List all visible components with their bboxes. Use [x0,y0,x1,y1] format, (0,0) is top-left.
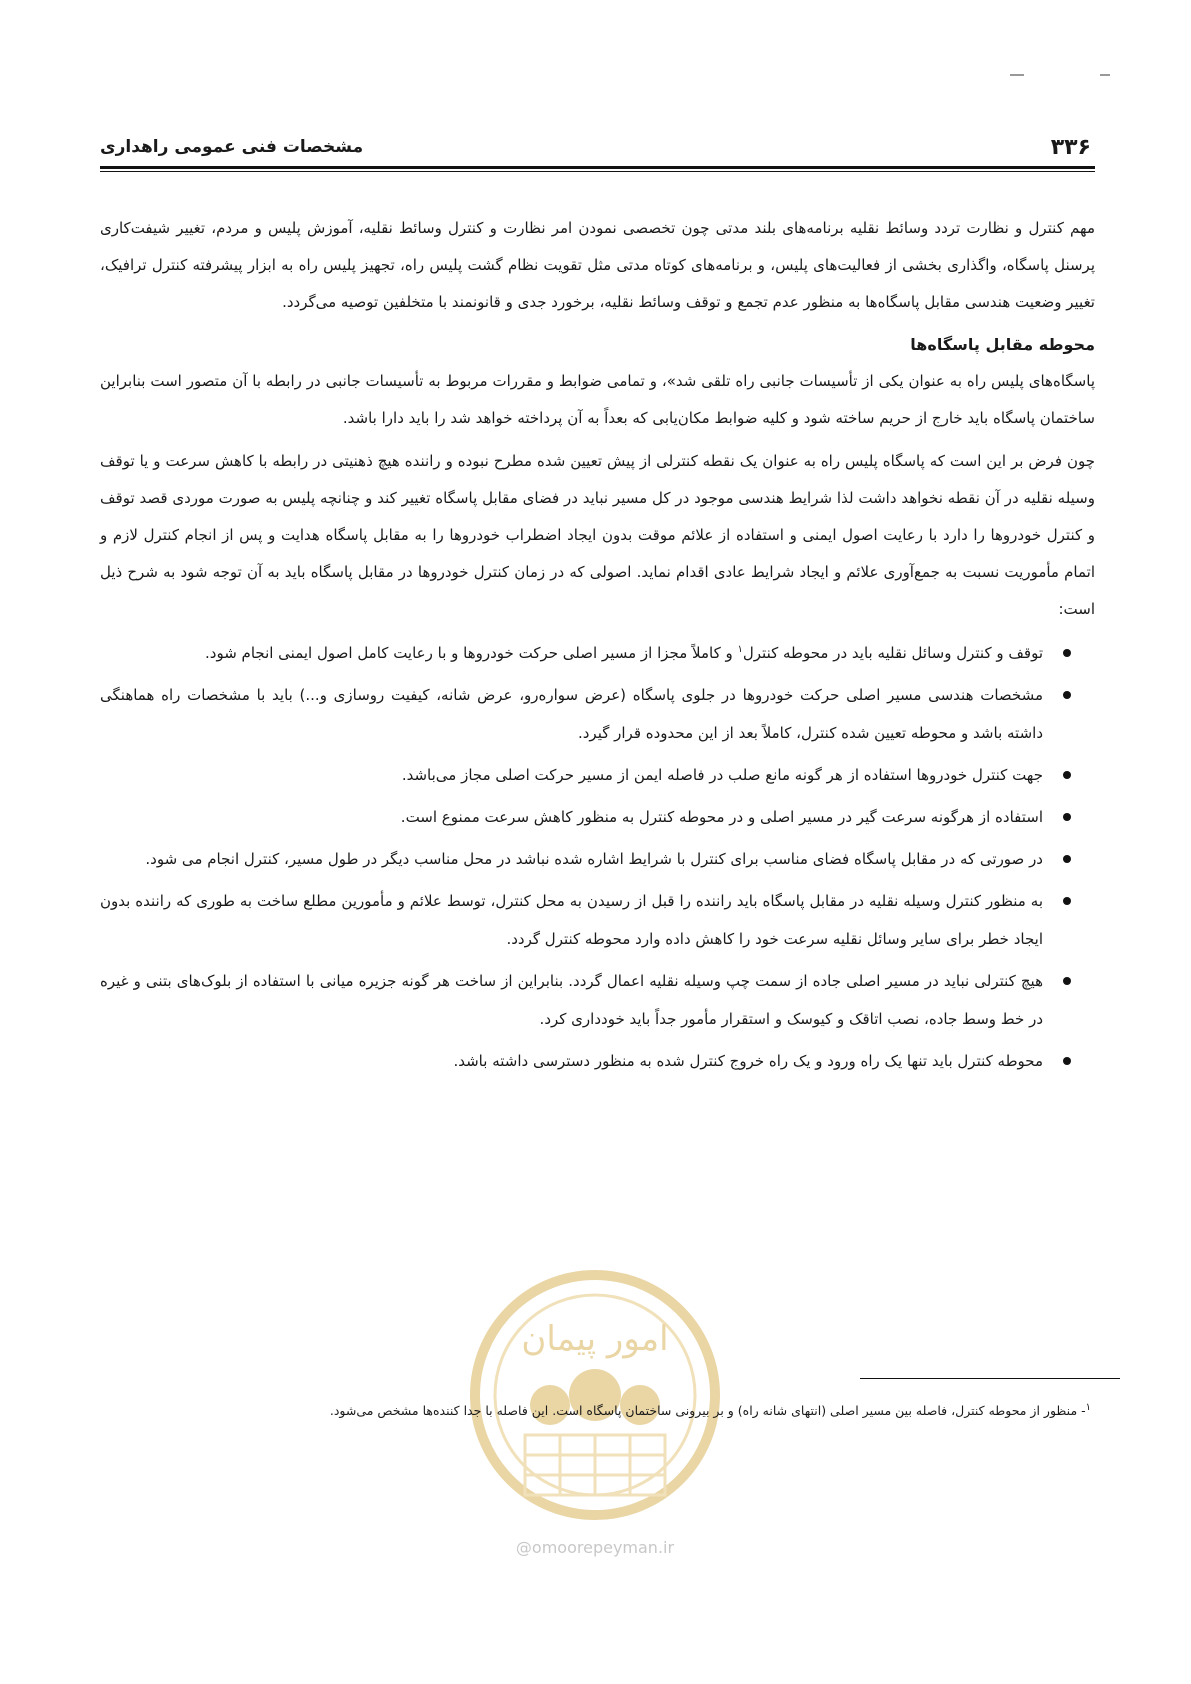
bullet-icon [1063,691,1071,699]
scan-artifact [1010,74,1024,76]
bullet-icon [1063,977,1071,985]
list-item: استفاده از هرگونه سرعت گیر در مسیر اصلی و در محوطه کنترل به منظور کاهش سرعت ممنوع است. [100,798,1095,836]
list-item: در صورتی که در مقابل پاسگاه فضای مناسب برای کنترل با شرایط اشاره شده نباشد در محل مناسب دیگر در طول مسیر، کنترل انجام می شود. [100,840,1095,878]
bullet-icon [1063,855,1071,863]
list-item: مشخصات هندسی مسیر اصلی حرکت خودروها در جلوی پاسگاه (عرض سواره‌رو، عرض شانه، کیفیت روسازی و...) باید با مشخصات راه هماهنگی داشته باشد و محوطه تعیین شده کنترل، کاملاً بعد از این محدوده قرار گیرد. [100,676,1095,752]
bullet-icon [1063,771,1071,779]
page-number: ۳۳۶ [1050,134,1091,160]
scan-artifact [1100,74,1110,76]
intro-paragraph: مهم کنترل و نظارت تردد وسائط نقلیه برنامه‌های بلند مدتی چون تخصصی نمودن امر نظارت و کنترل وسائط نقلیه، آموزش پلیس و مردم، تغییر شیفت‌کاری پرسنل پاسگاه، واگذاری بخشی از فعالیت‌های پلیس، و برنامه‌های کوتاه مدتی مثل تقویت نظام گشت پلیس راه، تجهیز پلیس راه به ابزار پیشرفته کنترل ترافیک، تغییر وضعیت هندسی مقابل پاسگاه‌ها به منظور عدم تجمع و توقف وسائط نقلیه، برخورد جدی و قانونمند با متخلفین توصیه می‌گردد. [100,219,1095,311]
bullet-icon [1063,1057,1071,1065]
list-item: محوطه کنترل باید تنها یک راه ورود و یک راه خروج کنترل شده به منظور دسترسی داشته باشد. [100,1042,1095,1080]
watermark-url: @omoorepeyman.ir [515,1538,675,1557]
bullet-icon [1063,649,1071,657]
document-body [100,210,1095,1084]
footnote-number: ۱ [1085,1401,1091,1413]
bullet-icon [1063,813,1071,821]
section-paragraph-1: پاسگاه‌های پلیس راه به عنوان یکی از تأسیسات جانبی راه تلقی شد»، و تمامی ضوابط و مقررات مربوط به تأسیسات جانبی در رابطه با آن متصور است بنابراین ساختمان پاسگاه باید خارج از حریم ساخته شود و کلیه ضوابط مکان‌یابی که بعداً به آن پرداخته خواهد شد را باید دارا باشد. [100,372,1095,427]
header-rule [100,166,1095,172]
footnote-reference: ۱ [737,644,743,655]
footnote-rule [860,1378,1120,1379]
list-item: توقف و کنترل وسائل نقلیه باید در محوطه کنترل$^۱$ و کاملاً مجزا از مسیر اصلی حرکت خودروها و با رعایت کامل اصول ایمنی انجام شود. [100,634,1095,672]
page-header [100,132,1091,162]
watermark-logo-icon [455,1255,735,1535]
section-heading: محوطه مقابل پاسگاه‌ها [910,335,1095,354]
footnote [190,1400,1091,1422]
footnote-text: - منظور از محوطه کنترل، فاصله بین مسیر اصلی (انتهای شانه راه) و بر بیرونی ساختمان پاسگاه است. این فاصله با جدا کننده‌ها مشخص می‌شود. [329,1403,1086,1418]
list-item: هیچ کنترلی نباید در مسیر اصلی جاده از سمت چپ وسیله نقلیه اعمال گردد. بنابراین از ساخت هر گونه جزیره میانی با استفاده از بلوک‌های بتنی و غیره در خط وسط جاده، نصب اتاقک و کیوسک و استقرار مأمور جداً باید خودداری کرد. [100,962,1095,1038]
watermark-logo-text: امور پیمان [521,1319,669,1359]
list-item: به منظور کنترل وسیله نقلیه در مقابل پاسگاه باید راننده را قبل از رسیدن به محل کنترل، توسط علائم و مأمورین مطلع ساخت به طوری که راننده بدون ایجاد خطر برای سایر وسائل نقلیه سرعت خود را کاهش داده وارد محوطه کنترل گردد. [100,882,1095,958]
running-title: مشخصات فنی عمومی راهداری [100,137,364,157]
section-paragraph-2: چون فرض بر این است که پاسگاه پلیس راه به عنوان یک نقطه کنترلی از پیش تعیین شده مطرح نبوده و راننده هیچ ذهنیتی در رابطه با کاهش سرعت و یا توقف وسیله نقلیه در آن نقطه نخواهد داشت لذا شرایط هندسی موجود در کل مسیر نباید در فضای مقابل پاسگاه تغییر کند و چنانچه پلیس به صورت موردی قصد توقف و کنترل خودروها را دارد با رعایت اصول ایمنی و استفاده از علائم موقت بدون ایجاد اضطراب خودروها را به مقابل پاسگاه هدایت و پس از انجام کنترل لازم و اتمام مأموریت نسبت به جمع‌آوری علائم و ایجاد شرایط عادی اقدام نماید. اصولی که در زمان کنترل خودروها در مقابل پاسگاه باید به آن توجه شود به شرح ذیل است: [100,452,1095,618]
bullet-icon [1063,897,1071,905]
list-item: جهت کنترل خودروها استفاده از هر گونه مانع صلب در فاصله ایمن از مسیر حرکت اصلی مجاز می‌باشد. [100,756,1095,794]
bullet-list [100,634,1095,1080]
